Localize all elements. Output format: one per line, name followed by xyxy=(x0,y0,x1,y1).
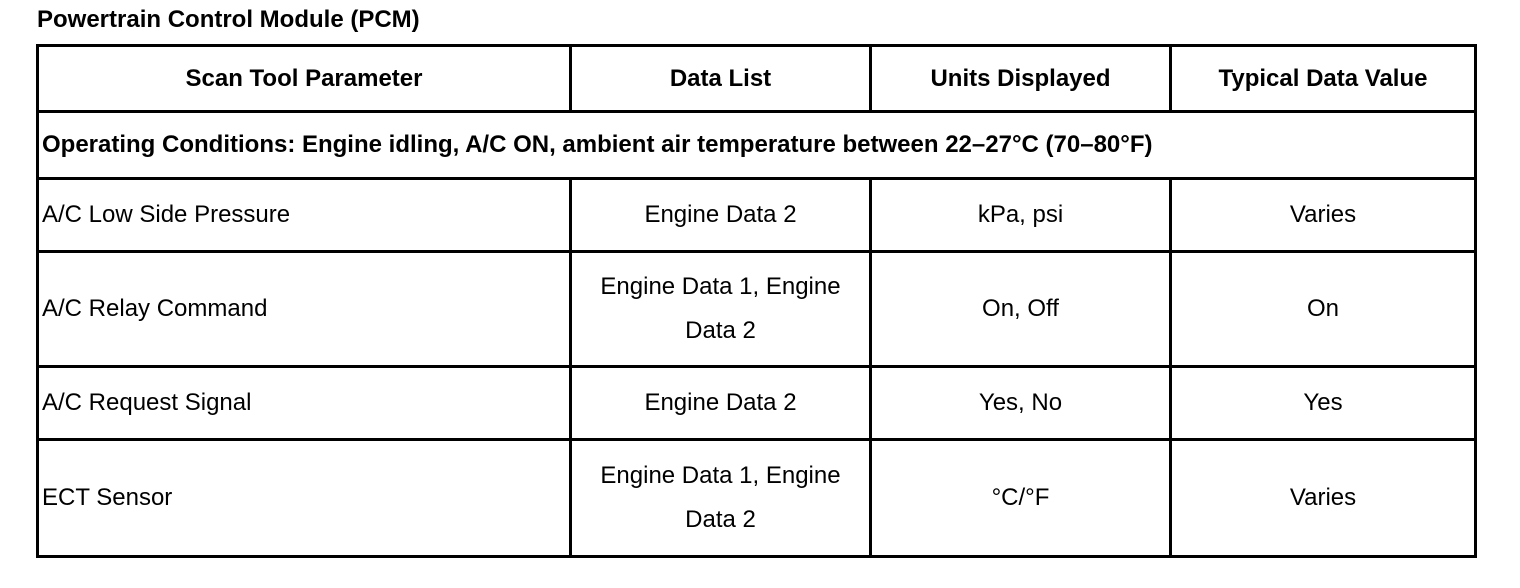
column-header-units: Units Displayed xyxy=(871,46,1171,112)
column-header-typical-value: Typical Data Value xyxy=(1171,46,1476,112)
table-row xyxy=(38,367,1476,440)
data-list-cell: Engine Data 1, Engine Data 2 xyxy=(571,440,871,557)
units-cell: Yes, No xyxy=(871,367,1171,440)
units-cell: kPa, psi xyxy=(871,179,1171,252)
operating-conditions-text: Operating Conditions: Engine idling, A/C ON, ambient air temperature between 22–27°C (70–80°F) xyxy=(38,112,1476,179)
page-title: Powertrain Control Module (PCM) xyxy=(37,6,420,33)
operating-conditions-row xyxy=(38,112,1476,179)
parameter-cell: A/C Relay Command xyxy=(38,252,571,367)
table-row xyxy=(38,440,1476,557)
parameter-cell: A/C Request Signal xyxy=(38,367,571,440)
units-cell: °C/°F xyxy=(871,440,1171,557)
data-list-cell: Engine Data 1, Engine Data 2 xyxy=(571,252,871,367)
parameter-cell: ECT Sensor xyxy=(38,440,571,557)
units-cell: On, Off xyxy=(871,252,1171,367)
typical-value-cell: Varies xyxy=(1171,179,1476,252)
pcm-data-table-container xyxy=(36,44,1474,558)
parameter-cell: A/C Low Side Pressure xyxy=(38,179,571,252)
typical-value-cell: Yes xyxy=(1171,367,1476,440)
typical-value-cell: Varies xyxy=(1171,440,1476,557)
column-header-parameter: Scan Tool Parameter xyxy=(38,46,571,112)
table-row xyxy=(38,179,1476,252)
data-list-cell: Engine Data 2 xyxy=(571,367,871,440)
table-row xyxy=(38,252,1476,367)
typical-value-cell: On xyxy=(1171,252,1476,367)
data-list-cell: Engine Data 2 xyxy=(571,179,871,252)
column-header-data-list: Data List xyxy=(571,46,871,112)
table-header-row xyxy=(38,46,1476,112)
pcm-data-table xyxy=(36,44,1477,558)
